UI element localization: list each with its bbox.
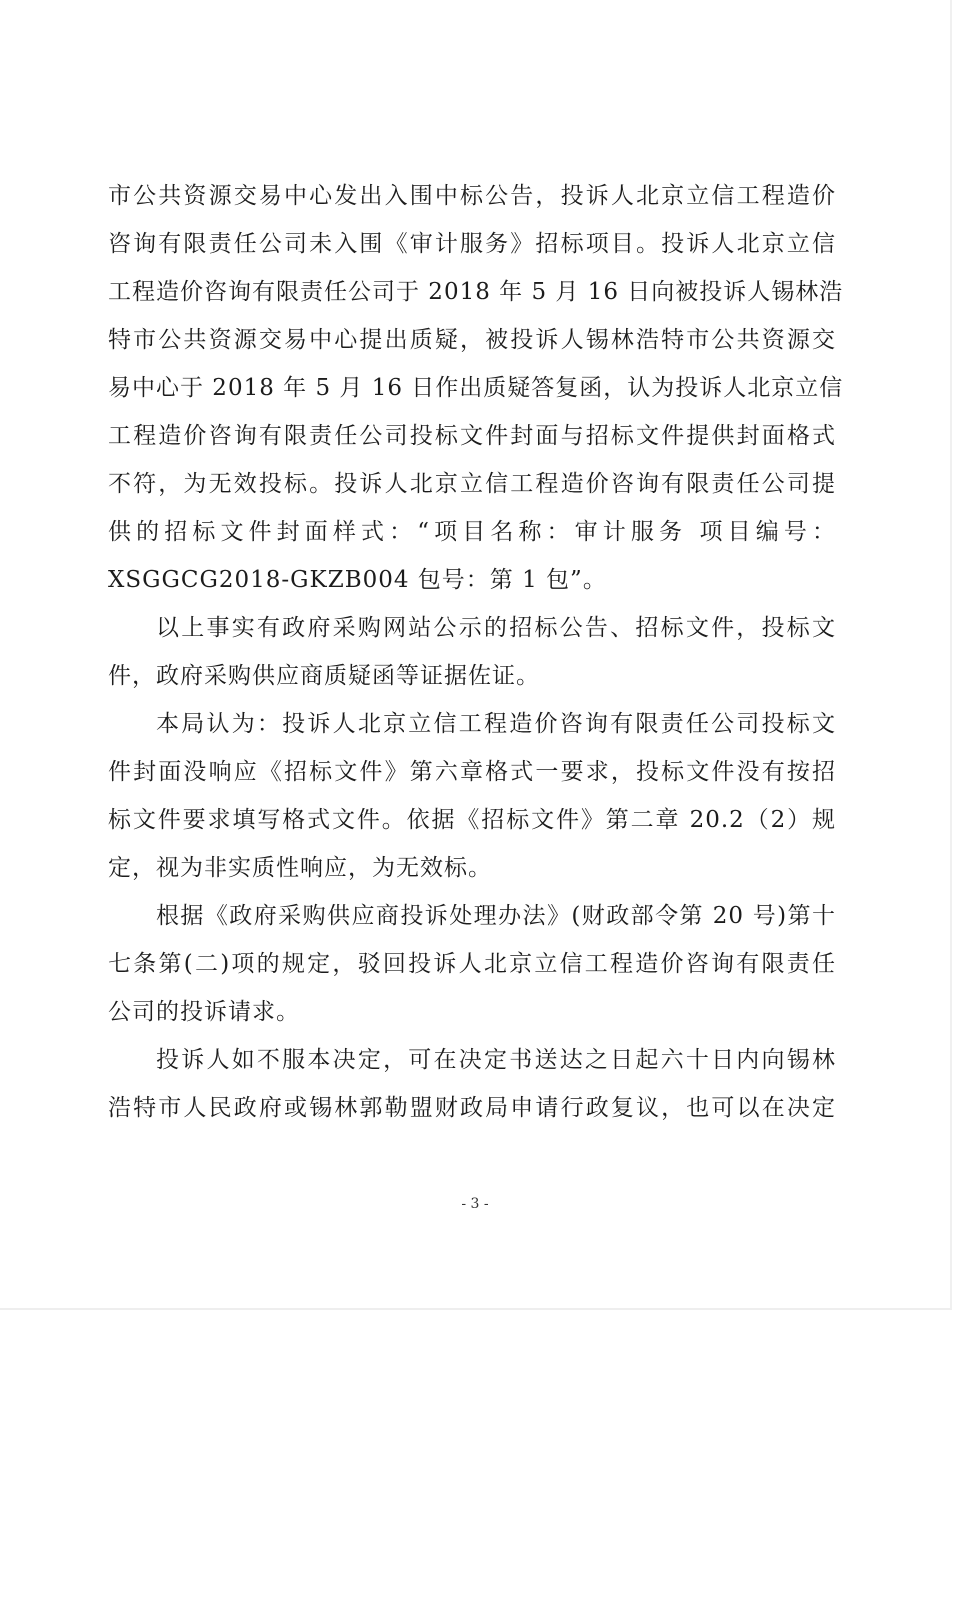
text-line: 定，视为非实质性响应，为无效标。 [108,855,492,881]
page-number: - 3 - [461,1196,489,1212]
text-line: 七条第(二)项的规定，驳回投诉人北京立信工程造价咨询有限责任 [108,951,836,977]
text-line: 标文件要求填写格式文件。依据《招标文件》第二章 20.2（2）规 [108,807,836,833]
text-line: 浩特市人民政府或锡林郭勒盟财政局申请行政复议，也可以在决定 [108,1095,836,1121]
text-line: XSGGCG2018-GKZB004 包号：第 1 包”。 [108,567,607,593]
text-line: 工程造价咨询有限责任公司投标文件封面与招标文件提供封面格式 [108,423,836,449]
text-line: 市公共资源交易中心发出入围中标公告，投诉人北京立信工程造价 [108,183,836,209]
text-line: 根据《政府采购供应商投诉处理办法》(财政部令第 20 号)第十 [156,903,836,929]
text-line: 工程造价咨询有限责任公司于 2018 年 5 月 16 日向被投诉人锡林浩 [108,279,844,305]
text-line: 供的招标文件封面样式：“项目名称：审计服务 项目编号： [108,519,836,545]
text-line: 本局认为：投诉人北京立信工程造价咨询有限责任公司投标文 [156,711,836,737]
text-line: 以上事实有政府采购网站公示的招标公告、招标文件，投标文 [156,615,836,641]
text-line: 易中心于 2018 年 5 月 16 日作出质疑答复函，认为投诉人北京立信 [108,375,844,401]
text-line: 咨询有限责任公司未入围《审计服务》招标项目。投诉人北京立信 [108,231,836,257]
text-line: 件，政府采购供应商质疑函等证据佐证。 [108,663,540,689]
text-line: 件封面没响应《招标文件》第六章格式一要求，投标文件没有按招 [108,759,836,785]
text-line: 投诉人如不服本决定，可在决定书送达之日起六十日内向锡林 [156,1047,836,1073]
text-line: 公司的投诉请求。 [108,999,300,1025]
text-line: 不符，为无效投标。投诉人北京立信工程造价咨询有限责任公司提 [108,471,836,497]
text-line: 特市公共资源交易中心提出质疑，被投诉人锡林浩特市公共资源交 [108,327,836,353]
document-body [108,172,844,1132]
